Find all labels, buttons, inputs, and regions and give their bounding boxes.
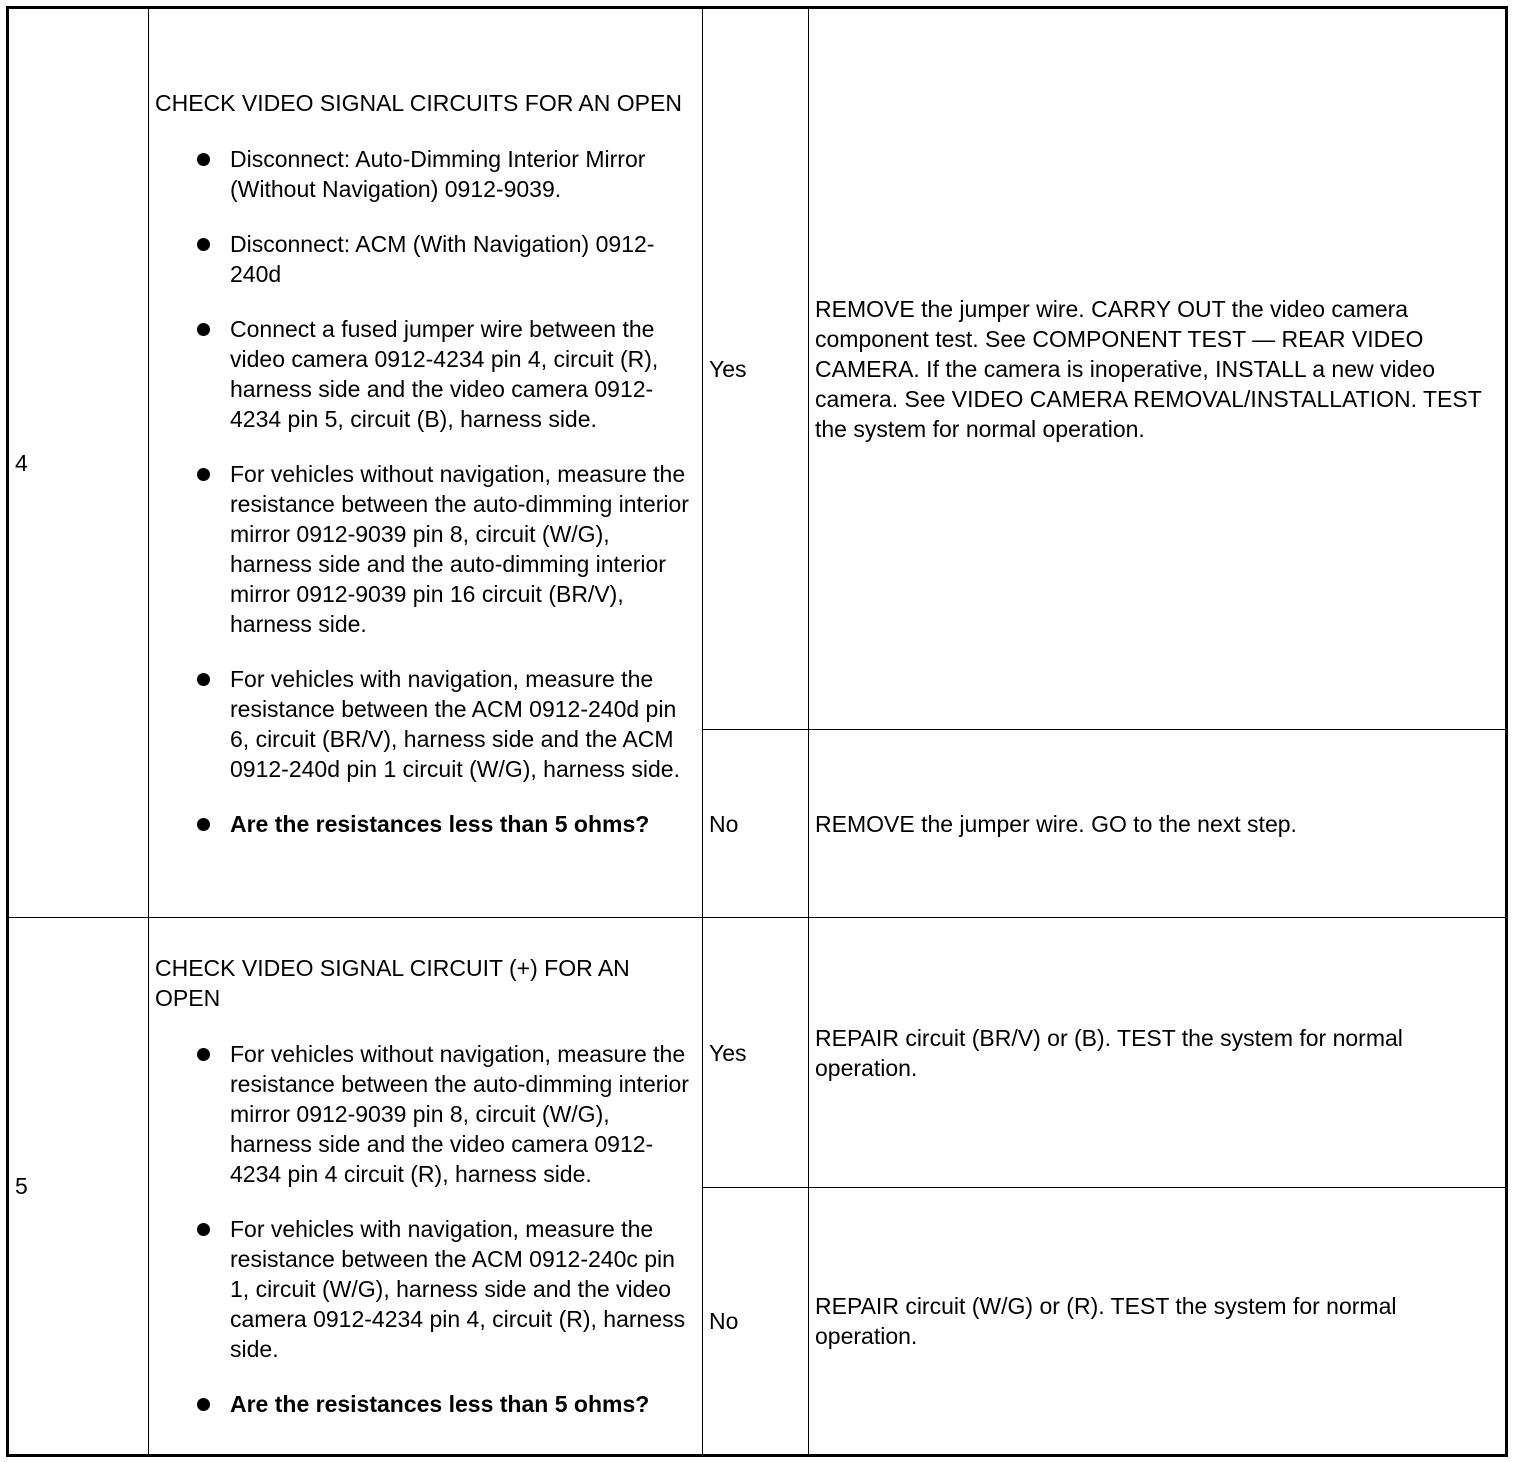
check-text: Disconnect: Auto-Dimming Interior Mirror (Without Navigation) 0912-9039. (230, 145, 646, 202)
check-item (230, 144, 696, 204)
check-list (155, 144, 696, 839)
check-item (230, 1214, 696, 1364)
check-item (230, 459, 696, 639)
action-no: REPAIR circuit (W/G) or (R). TEST the system for normal operation. (809, 1188, 1507, 1456)
step-number: 4 (8, 8, 149, 918)
diagnostic-table (6, 6, 1508, 1457)
action-yes: REMOVE the jumper wire. CARRY OUT the video camera component test. See COMPONENT TEST — REAR VIDEO CAMERA. If the camera is inoperative, INSTALL a new video camera. See VIDEO CAMERA REMOVAL/INSTALLATION. TEST the system for normal operation. (809, 8, 1507, 730)
bullet-icon (197, 673, 210, 686)
bullet-icon (197, 323, 210, 336)
check-item (230, 1039, 696, 1189)
check-item (230, 229, 696, 289)
check-text: Disconnect: ACM (With Navigation) 0912-240d (230, 230, 655, 287)
question-text: Are the resistances less than 5 ohms? (230, 1391, 650, 1417)
bullet-icon (197, 1223, 210, 1236)
answer-yes: Yes (703, 8, 809, 730)
bullet-icon (197, 818, 210, 831)
step-5-row (8, 918, 1507, 1188)
check-text: For vehicles without navigation, measure the resistance between the auto-dimming interior mirror 0912-9039 pin 8, circuit (W/G), harness side and the video camera 0912-4234 pin 4 circuit (R), harness side. (230, 1041, 689, 1187)
check-item (230, 314, 696, 434)
question-text: Are the resistances less than 5 ohms? (230, 810, 650, 837)
bullet-icon (197, 1048, 210, 1061)
check-text: For vehicles with navigation, measure the resistance between the ACM 0912-240c pin 1, circuit (W/G), harness side and the video camera 0912-4234 pin 4, circuit (R), harness side. (230, 1216, 686, 1362)
step-title: CHECK VIDEO SIGNAL CIRCUITS FOR AN OPEN (155, 89, 682, 116)
check-question (230, 809, 696, 839)
check-item (230, 664, 696, 784)
check-text: For vehicles with navigation, measure the resistance between the ACM 0912-240d pin 6, circuit (BR/V), harness side and the ACM 0912-240d pin 1 circuit (W/G), harness side. (230, 665, 680, 782)
answer-no: No (703, 1188, 809, 1456)
bullet-icon (197, 1398, 210, 1411)
step-number: 5 (8, 918, 149, 1456)
answer-yes: Yes (703, 918, 809, 1188)
check-text: For vehicles without navigation, measure the resistance between the auto-dimming interior mirror 0912-9039 pin 8, circuit (W/G), harness side and the auto-dimming interior mirror 0912-9039 pin 16 circuit (BR/V), harness side. (230, 460, 689, 637)
step-instructions (149, 918, 703, 1456)
check-list (155, 1039, 696, 1419)
bullet-icon (197, 238, 210, 251)
answer-no: No (703, 730, 809, 918)
step-4-row (8, 8, 1507, 730)
check-question (230, 1389, 696, 1419)
step-instructions (149, 8, 703, 918)
action-no: REMOVE the jumper wire. GO to the next step. (809, 730, 1507, 918)
action-yes: REPAIR circuit (BR/V) or (B). TEST the system for normal operation. (809, 918, 1507, 1188)
check-text: Connect a fused jumper wire between the video camera 0912-4234 pin 4, circuit (R), harness side and the video camera 0912-4234 pin 5, circuit (B), harness side. (230, 315, 659, 432)
bullet-icon (197, 468, 210, 481)
bullet-icon (197, 153, 210, 166)
step-title: CHECK VIDEO SIGNAL CIRCUIT (+) FOR AN OPEN (155, 955, 630, 1011)
